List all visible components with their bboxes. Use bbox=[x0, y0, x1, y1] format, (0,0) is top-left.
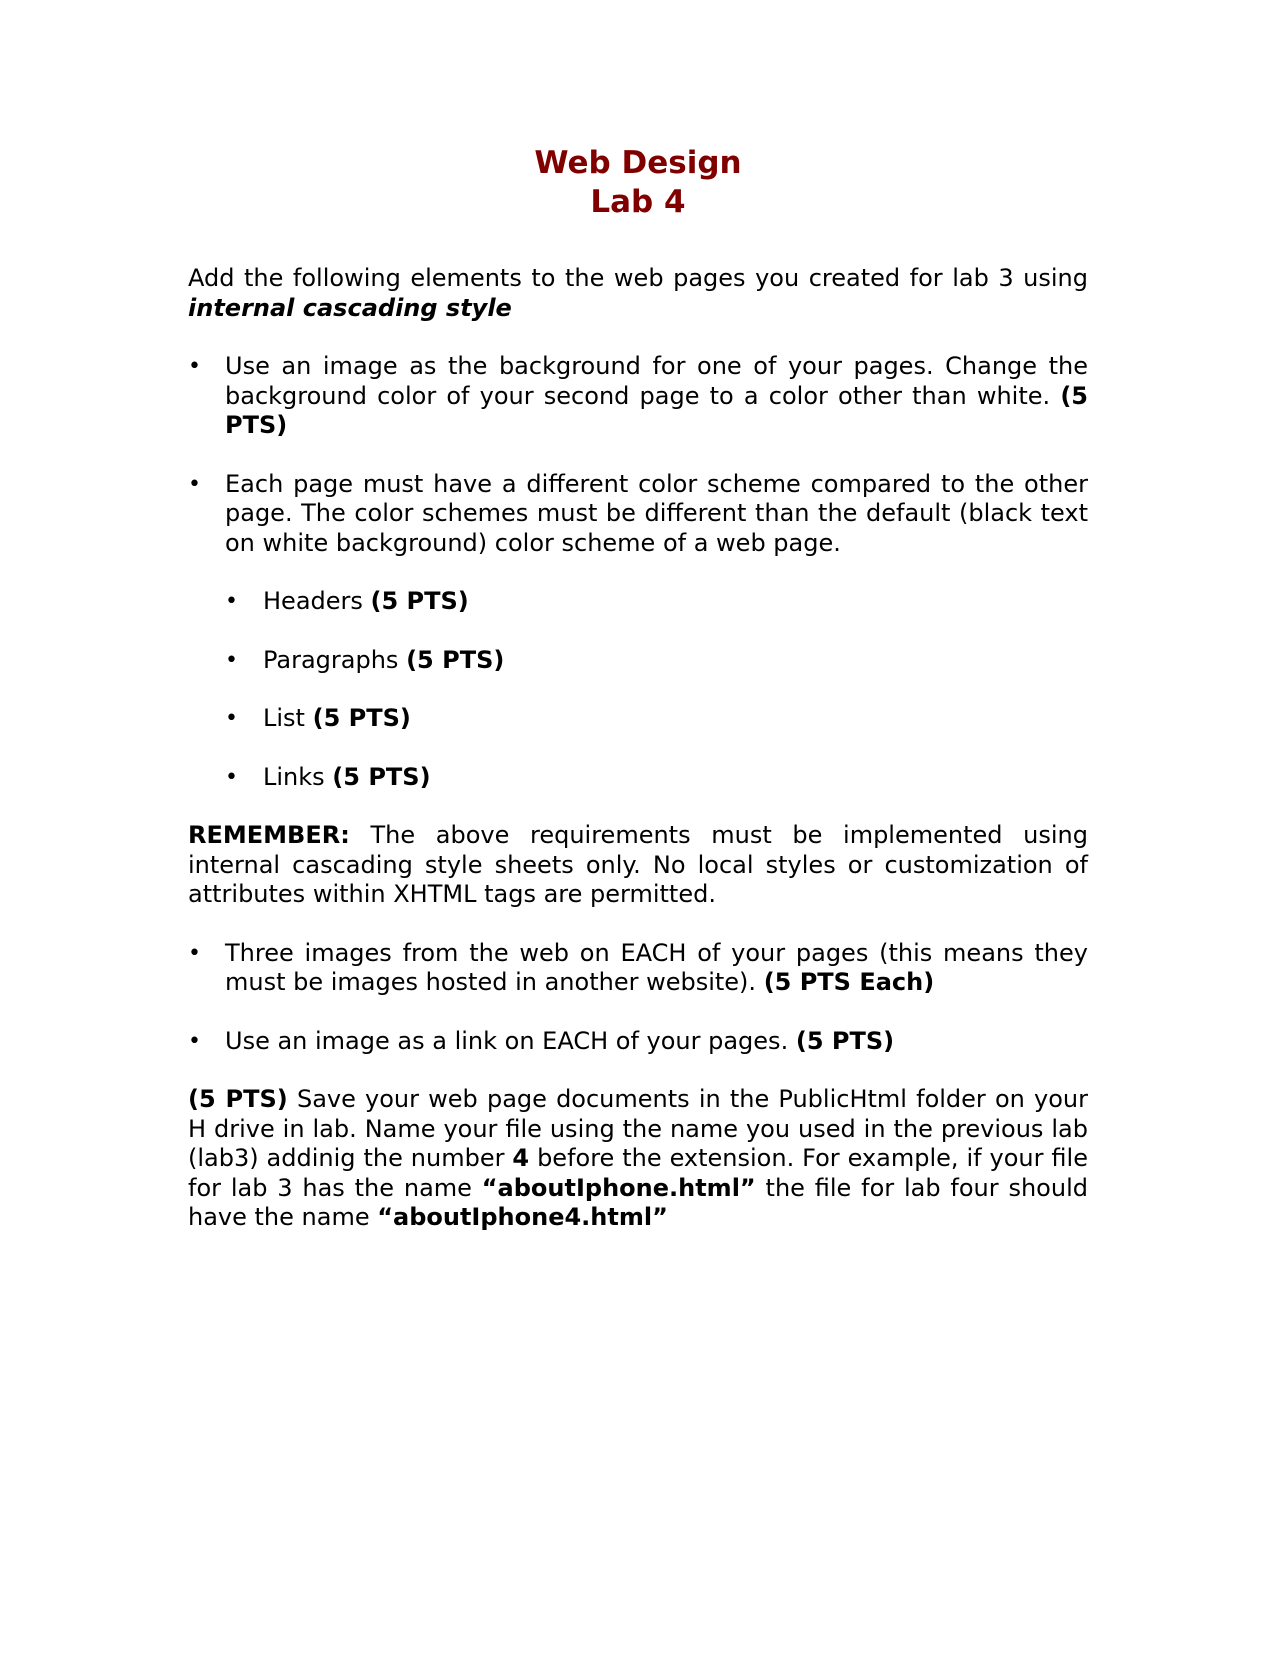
sub-item-points: (5 PTS) bbox=[312, 704, 411, 732]
intro-text: Add the following elements to the web pages you created for lab 3 using bbox=[188, 264, 1088, 292]
save-paragraph bbox=[188, 1085, 1088, 1233]
sub-list-item bbox=[188, 587, 1088, 617]
title-line-2: Lab 4 bbox=[590, 184, 686, 220]
sub-item-points: (5 PTS) bbox=[332, 762, 431, 791]
bullet-icon: • bbox=[188, 940, 201, 966]
save-text-3: the file for lab four should have the name bbox=[188, 1173, 1088, 1231]
bullet-icon: • bbox=[225, 706, 238, 731]
save-points: (5 PTS) bbox=[188, 1085, 288, 1113]
bullet-icon: • bbox=[225, 589, 238, 614]
requirement-text: Use an image as a link on EACH of your pages. bbox=[225, 1026, 789, 1055]
save-example-2: “aboutIphone4.html” bbox=[377, 1203, 668, 1231]
list-item bbox=[188, 1027, 1088, 1057]
sub-item-points: (5 PTS) bbox=[406, 645, 505, 674]
remember-label: REMEMBER: bbox=[188, 821, 350, 849]
sub-item-label: Headers bbox=[263, 587, 363, 615]
bullet-icon: • bbox=[225, 764, 238, 790]
sub-item-label: List bbox=[263, 704, 305, 732]
requirement-text: Use an image as the background for one of your pages. Change the background color of your second page to a color other than white. bbox=[225, 352, 1088, 410]
remember-text: The above requirements must be implemented using internal cascading style sheets only. No local styles or customization of attributes within XHTML tags are permitted. bbox=[188, 821, 1088, 908]
sub-item-points: (5 PTS) bbox=[370, 587, 469, 615]
sub-list-item bbox=[188, 704, 1088, 734]
list-item bbox=[188, 352, 1088, 441]
requirement-text: Each page must have a different color scheme compared to the other page. The color schemes must be different than the default (black text on white background) color scheme of a web page. bbox=[225, 469, 1088, 557]
intro-paragraph bbox=[188, 264, 1088, 323]
remember-paragraph bbox=[188, 821, 1088, 910]
list-item bbox=[188, 939, 1088, 998]
requirement-points: (5 PTS Each) bbox=[763, 968, 935, 996]
requirement-text: Three images from the web on EACH of your pages (this means they must be images hosted in another website). bbox=[225, 938, 1088, 996]
list-item bbox=[188, 470, 1088, 559]
sub-item-label: Links bbox=[263, 762, 325, 791]
document-page bbox=[188, 144, 1088, 1262]
bullet-icon: • bbox=[188, 1028, 201, 1054]
sub-list-item bbox=[188, 763, 1088, 793]
save-example-1: “aboutIphone.html” bbox=[481, 1173, 756, 1202]
requirement-points: (5 PTS) bbox=[795, 1026, 895, 1055]
save-text-2: before the extension. For example, if your file for lab 3 has the name bbox=[188, 1144, 1088, 1202]
sub-item-label: Paragraphs bbox=[263, 645, 399, 674]
save-text-1: Save your web page documents in the PublicHtml folder on your H drive in lab. Name your file using the name you used in the previous lab (lab3) addinig the number bbox=[188, 1085, 1088, 1172]
sub-list-item bbox=[188, 646, 1088, 676]
bullet-icon: • bbox=[188, 354, 201, 379]
page-title bbox=[188, 144, 1088, 222]
save-number: 4 bbox=[512, 1144, 530, 1172]
bullet-icon: • bbox=[188, 471, 201, 497]
requirement-points: (5 PTS) bbox=[225, 381, 1088, 439]
bullet-icon: • bbox=[225, 647, 238, 673]
title-line-1: Web Design bbox=[534, 145, 742, 181]
intro-emphasis: internal cascading style bbox=[188, 293, 512, 322]
